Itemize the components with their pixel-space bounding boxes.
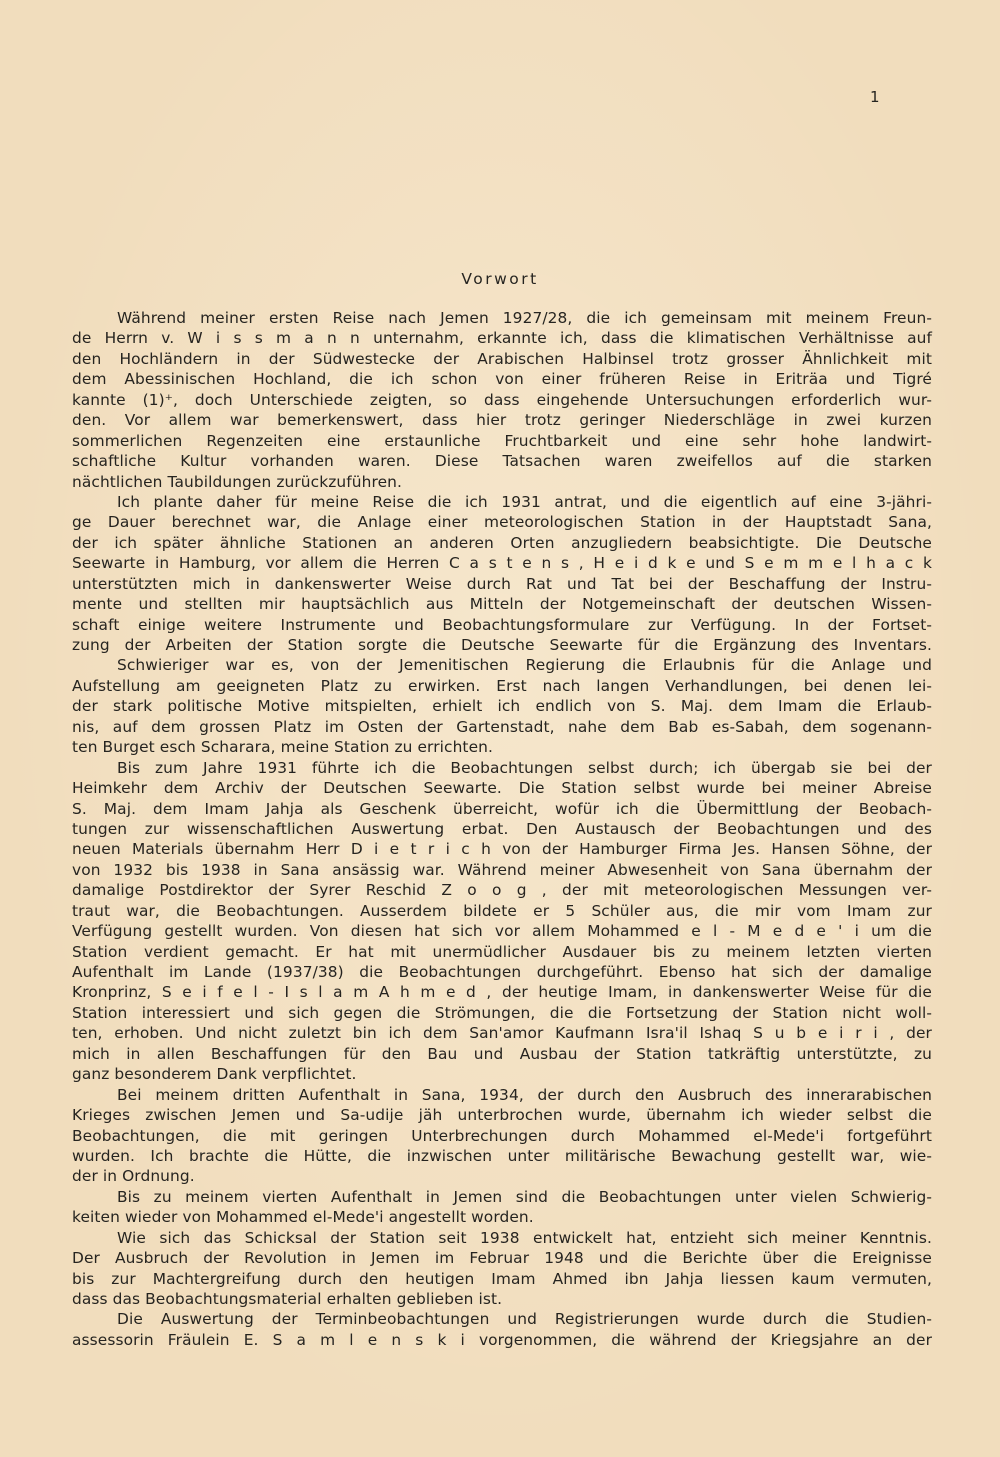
- text-line: Bis zum Jahre 1931 führte ich die Beobachtungen selbst durch; ich übergab sie bei der: [117, 758, 932, 777]
- text-line: Die Auswertung der Terminbeobachtungen und Registrierungen wurde durch die Studien-: [117, 1310, 932, 1329]
- text-line: nächtlichen Taubildungen zurückzuführen.: [72, 472, 402, 491]
- text-line: neuen Materials übernahm Herr D i e t r i c h von der Hamburger Firma Jes. Hansen Söhne, der: [72, 840, 932, 859]
- text-line: von 1932 bis 1938 in Sana ansässig war. Während meiner Abwesenheit von Sana übernahm der: [72, 860, 932, 879]
- text-line: schaft einige weitere Instrumente und Beobachtungsformulare zur Verfügung. In der Fortset-: [72, 615, 932, 634]
- text-line: der ich später ähnliche Stationen an anderen Orten anzugliedern beabsichtigte. Die Deutsche: [72, 533, 932, 552]
- text-line: Wie sich das Schicksal der Station seit 1938 entwickelt hat, entzieht sich meiner Kenntnis.: [117, 1228, 932, 1247]
- text-line: Bei meinem dritten Aufenthalt in Sana, 1934, der durch den Ausbruch des innerarabischen: [117, 1085, 932, 1104]
- text-line: bis zur Machtergreifung durch den heutigen Imam Ahmed ibn Jahja liessen kaum vermuten,: [72, 1269, 932, 1288]
- text-line: ten Burget esch Scharara, meine Station zu errichten.: [72, 738, 493, 757]
- page-number: 1: [870, 88, 880, 106]
- text-line: Krieges zwischen Jemen und Sa-udije jäh unterbrochen wurde, übernahm ich wieder selbst die: [72, 1106, 932, 1125]
- text-line: dem Abessinischen Hochland, die ich schon von einer früheren Reise in Eriträa und Tigré: [72, 370, 932, 389]
- text-line: Schwieriger war es, von der Jemenitischen Regierung die Erlaubnis für die Anlage und: [117, 656, 932, 675]
- text-line: Kronprinz, S e i f e l - I s l a m A h m e d , der heutige Imam, in dankenswerter Weise für die: [72, 983, 932, 1002]
- text-line: Verfügung gestellt wurden. Von diesen hat sich vor allem Mohammed e l - M e d e ' i um die: [72, 922, 932, 941]
- text-line: wurden. Ich brachte die Hütte, die inzwischen unter militärische Bewachung gestellt war, wie-: [72, 1146, 932, 1165]
- text-line: der in Ordnung.: [72, 1167, 195, 1186]
- text-line: den Hochländern in der Südwestecke der Arabischen Halbinsel trotz grosser Ähnlichkeit mit: [72, 349, 932, 368]
- text-line: kannte (1)⁺, doch Unterschiede zeigten, so dass eingehende Untersuchungen erforderlich wur-: [72, 390, 932, 409]
- text-line: Beobachtungen, die mit geringen Unterbrechungen durch Mohammed el-Mede'i fortgeführt: [72, 1126, 932, 1145]
- text-line: Aufstellung am geeigneten Platz zu erwirken. Erst nach langen Verhandlungen, bei denen lei-: [72, 676, 932, 695]
- text-line: Ich plante daher für meine Reise die ich 1931 antrat, und die eigentlich auf eine 3-jähri-: [117, 492, 932, 511]
- text-line: ganz besonderem Dank verpflichtet.: [72, 1065, 357, 1084]
- text-line: ten, erhoben. Und nicht zuletzt bin ich dem San'amor Kaufmann Isra'il Ishaq S u b e i r i , der: [72, 1024, 932, 1043]
- text-line: sommerlichen Regenzeiten eine erstaunliche Fruchtbarkeit und eine sehr hohe landwirt-: [72, 431, 932, 450]
- text-line: zung der Arbeiten der Station sorgte die Deutsche Seewarte für die Ergänzung des Inventars.: [72, 636, 932, 654]
- text-line: tungen zur wissenschaftlichen Auswertung erbat. Den Austausch der Beobachtungen und des: [72, 819, 932, 838]
- text-line: mich in allen Beschaffungen für den Bau und Ausbau der Station tatkräftig unterstützte, zu: [72, 1044, 932, 1063]
- text-line: unterstützten mich in dankenswerter Weise durch Rat und Tat bei der Beschaffung der Instru-: [72, 574, 932, 593]
- section-heading: Vorwort: [461, 270, 539, 288]
- text-line: traut war, die Beobachtungen. Ausserdem bildete er 5 Schüler aus, die mir vom Imam zur: [72, 901, 932, 920]
- text-line: mente und stellten mir hauptsächlich aus Mitteln der Notgemeinschaft der deutschen Wissen-: [72, 595, 932, 614]
- text-line: damalige Postdirektor der Syrer Reschid Z o o g , der mit meteorologischen Messungen ver-: [72, 881, 932, 900]
- text-line: assessorin Fräulein E. S a m l e n s k i vorgenommen, die während der Kriegsjahre an der: [72, 1330, 932, 1349]
- text-line: Der Ausbruch der Revolution in Jemen im Februar 1948 und die Berichte über die Ereignisse: [72, 1249, 932, 1268]
- text-line: keiten wieder von Mohammed el-Mede'i angestellt worden.: [72, 1208, 534, 1227]
- body-text: [72, 308, 932, 1350]
- text-line: Heimkehr dem Archiv der Deutschen Seewarte. Die Station selbst wurde bei meiner Abreise: [72, 779, 932, 798]
- text-line: der stark politische Motive mitspielten, erhielt ich endlich von S. Maj. dem Imam die Erlaub-: [72, 697, 932, 716]
- text-line: ge Dauer berechnet war, die Anlage einer meteorologischen Station in der Hauptstadt Sana,: [72, 513, 932, 532]
- text-line: Während meiner ersten Reise nach Jemen 1927/28, die ich gemeinsam mit meinem Freun-: [117, 309, 932, 327]
- text-line: S. Maj. dem Imam Jahja als Geschenk überreicht, wofür ich die Übermittlung der Beobach-: [72, 799, 932, 818]
- text-line: nis, auf dem grossen Platz im Osten der Gartenstadt, nahe dem Bab es-Sabah, dem sogenann-: [72, 717, 932, 736]
- text-line: dass das Beobachtungsmaterial erhalten geblieben ist.: [72, 1290, 503, 1308]
- text-line: de Herrn v. W i s s m a n n unternahm, erkannte ich, dass die klimatischen Verhältnisse auf: [72, 329, 932, 348]
- text-line: schaftliche Kultur vorhanden waren. Diese Tatsachen waren zweifellos auf die starken: [72, 452, 932, 471]
- text-line: den. Vor allem war bemerkenswert, dass hier trotz geringer Niederschläge in zwei kurzen: [72, 411, 932, 430]
- text-line: Aufenthalt im Lande (1937/38) die Beobachtungen durchgeführt. Ebenso hat sich der damalige: [72, 963, 932, 981]
- text-line: Seewarte in Hamburg, vor allem die Herren C a s t e n s , H e i d k e und S e m m e l h a c k: [72, 554, 932, 573]
- text-line: Station interessiert und sich gegen die Strömungen, die die Fortsetzung der Station nicht woll-: [72, 1003, 932, 1022]
- text-line: Station verdient gemacht. Er hat mit unermüdlicher Ausdauer bis zu meinem letzten vierten: [72, 942, 932, 961]
- text-line: Bis zu meinem vierten Aufenthalt in Jemen sind die Beobachtungen unter vielen Schwierig-: [117, 1187, 932, 1206]
